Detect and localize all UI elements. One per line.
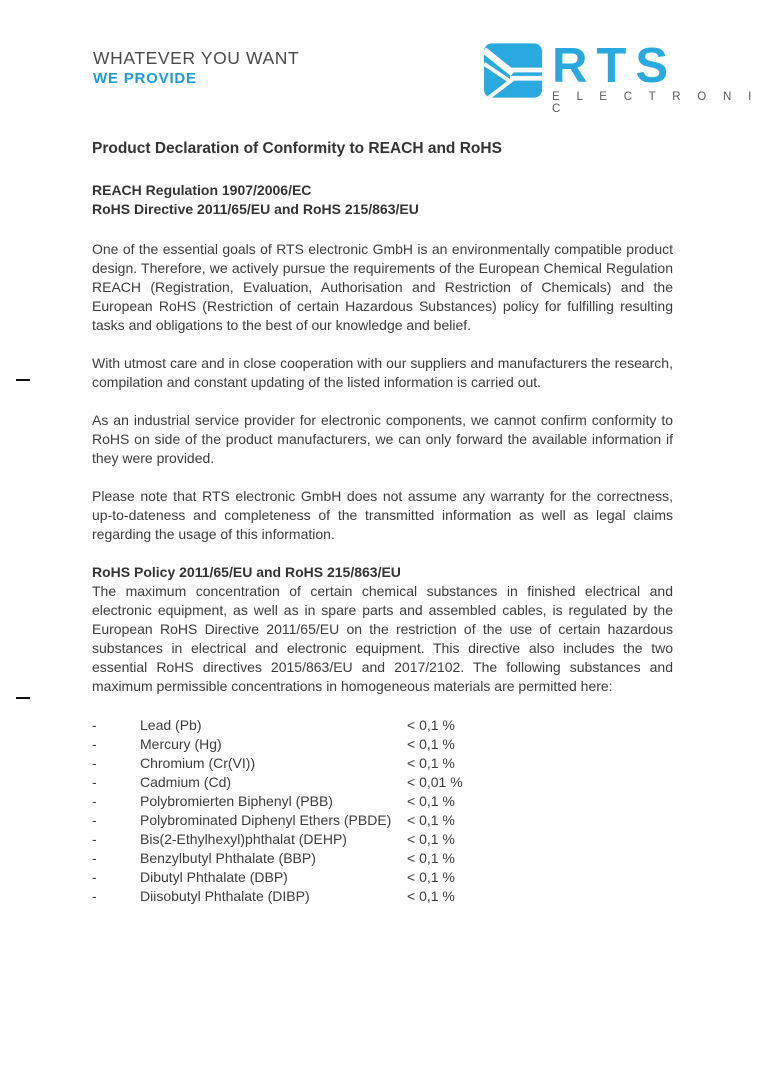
fold-mark-top xyxy=(16,379,30,381)
rohs-policy-intro: The maximum concentration of certain chemical substances in finished electrical and electronic equipment, as well as in spare parts and assembled cables, is regulated by the European RoHS Directive 2011/65/EU on the restriction of the use of certain hazardous substances in electrical and electronic equipment. This directive also includes the two essential RoHS directives 2015/863/EU and 2017/2102. The following substances and maximum permissible concentrations in homogeneous materials are permitted here: xyxy=(92,583,673,694)
tagline-line1: WHATEVER YOU WANT xyxy=(93,48,300,68)
substance-limit: < 0,1 % xyxy=(407,717,455,733)
substance-name: Dibutyl Phthalate (DBP) xyxy=(140,869,288,885)
bullet-dash: - xyxy=(92,888,97,904)
bullet-dash: - xyxy=(92,869,97,885)
paragraph-service-provider: As an industrial service provider for electronic components, we cannot confirm conformity to RoHS on side of the product manufacturers, we can only forward the available information if they were provided. xyxy=(92,412,673,466)
substance-list xyxy=(92,716,673,906)
paragraph-goals: One of the essential goals of RTS electronic GmbH is an environmentally compatible product design. Therefore, we actively pursue the requirements of the European Chemical Regulation REACH (Registration, Evaluation, Authorisation and Restriction of Chemicals) and the European RoHS (Restriction of certain Hazardous Substances) policy for fulfilling resulting tasks and obligations to the best of our knowledge and belief. xyxy=(92,241,673,333)
substance-row xyxy=(92,773,673,792)
substance-limit: < 0,1 % xyxy=(407,850,455,866)
substance-name: Lead (Pb) xyxy=(140,717,202,733)
rts-wordmark: RTS xyxy=(552,39,677,93)
substance-limit: < 0,1 % xyxy=(407,736,455,752)
bullet-dash: - xyxy=(92,812,97,828)
bullet-dash: - xyxy=(92,831,97,847)
substance-limit: < 0,1 % xyxy=(407,831,455,847)
substance-limit: < 0,1 % xyxy=(407,869,455,885)
substance-limit: < 0,1 % xyxy=(407,755,455,771)
rts-logo-text xyxy=(552,39,764,115)
substance-row xyxy=(92,811,673,830)
bullet-dash: - xyxy=(92,736,97,752)
substance-row xyxy=(92,849,673,868)
rohs-policy-heading: RoHS Policy 2011/65/EU and RoHS 215/863/EU xyxy=(92,564,401,580)
document-title: Product Declaration of Conformity to REACH and RoHS xyxy=(92,140,502,157)
substance-row xyxy=(92,792,673,811)
document-content xyxy=(92,139,673,906)
substance-limit: < 0,01 % xyxy=(407,774,463,790)
reach-regulation-line: REACH Regulation 1907/2006/EC xyxy=(92,182,312,198)
substance-limit: < 0,1 % xyxy=(407,812,455,828)
substance-row xyxy=(92,887,673,906)
bullet-dash: - xyxy=(92,850,97,866)
substance-row xyxy=(92,735,673,754)
bullet-dash: - xyxy=(92,717,97,733)
company-tagline xyxy=(93,49,299,87)
substance-row xyxy=(92,754,673,773)
bullet-dash: - xyxy=(92,793,97,809)
substance-name: Benzylbutyl Phthalate (BBP) xyxy=(140,850,316,866)
bullet-dash: - xyxy=(92,755,97,771)
substance-name: Polybrominated Diphenyl Ethers (PBDE) xyxy=(140,812,392,828)
paragraph-warranty: Please note that RTS electronic GmbH does not assume any warranty for the correctness, up-to-dateness and completeness of the transmitted information as well as legal claims regarding the usage of this information. xyxy=(92,488,673,542)
rts-electronic-label: E L E C T R O N I C xyxy=(552,91,759,115)
substance-name: Polybromierten Biphenyl (PBB) xyxy=(140,793,333,809)
rohs-directive-line: RoHS Directive 2011/65/EU and RoHS 215/863/EU xyxy=(92,201,419,217)
substance-row xyxy=(92,716,673,735)
substance-row xyxy=(92,830,673,849)
rts-logo xyxy=(484,39,764,115)
paragraph-care: With utmost care and in close cooperation with our suppliers and manufacturers the research, compilation and constant updating of the listed information is carried out. xyxy=(92,355,673,390)
substance-name: Mercury (Hg) xyxy=(140,736,222,752)
regulation-references xyxy=(92,181,673,219)
substance-limit: < 0,1 % xyxy=(407,793,455,809)
bullet-dash: - xyxy=(92,774,97,790)
tagline-line2: WE PROVIDE xyxy=(93,70,197,87)
substance-name: Chromium (Cr(VI)) xyxy=(140,755,256,771)
rts-logo-mark-icon xyxy=(484,43,542,98)
substance-row xyxy=(92,868,673,887)
substance-limit: < 0,1 % xyxy=(407,888,455,904)
substance-name: Cadmium (Cd) xyxy=(140,774,232,790)
substance-name: Diisobutyl Phthalate (DIBP) xyxy=(140,888,310,904)
substance-name: Bis(2-Ethylhexyl)phthalat (DEHP) xyxy=(140,831,347,847)
fold-mark-bottom xyxy=(16,697,30,699)
